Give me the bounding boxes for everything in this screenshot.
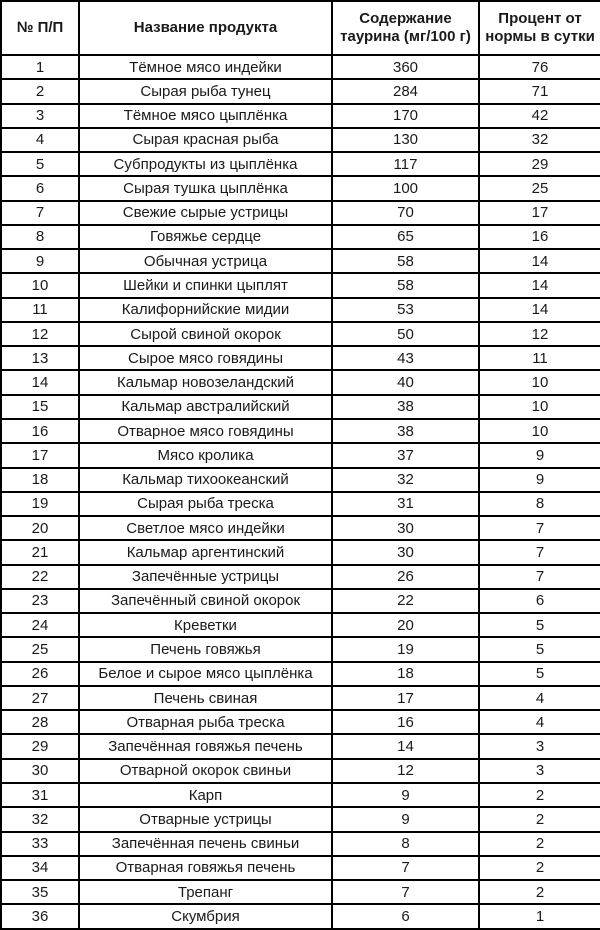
table-cell-number: 5 — [1, 152, 79, 176]
table-cell-percent: 9 — [479, 443, 600, 467]
table-cell-product: Сырая тушка цыплёнка — [79, 176, 332, 200]
table-cell-product: Запечённый свиной окорок — [79, 589, 332, 613]
table-cell-number: 1 — [1, 55, 79, 79]
table-cell-product: Тёмное мясо индейки — [79, 55, 332, 79]
table-row — [1, 540, 600, 564]
table-cell-taurine: 22 — [332, 589, 479, 613]
table-cell-product: Говяжье сердце — [79, 225, 332, 249]
table-cell-taurine: 70 — [332, 201, 479, 225]
table-cell-taurine: 17 — [332, 686, 479, 710]
table-row — [1, 346, 600, 370]
table-cell-taurine: 30 — [332, 540, 479, 564]
table-row — [1, 662, 600, 686]
table-cell-percent: 2 — [479, 807, 600, 831]
table-cell-percent: 42 — [479, 104, 600, 128]
table-cell-number: 22 — [1, 565, 79, 589]
table-cell-number: 20 — [1, 516, 79, 540]
table-cell-taurine: 50 — [332, 322, 479, 346]
table-row — [1, 565, 600, 589]
table-cell-taurine: 9 — [332, 783, 479, 807]
table-cell-product: Кальмар новозеландский — [79, 370, 332, 394]
table-cell-number: 16 — [1, 419, 79, 443]
table-cell-product: Сырое мясо говядины — [79, 346, 332, 370]
table-row — [1, 807, 600, 831]
table-cell-taurine: 7 — [332, 880, 479, 904]
table-cell-number: 23 — [1, 589, 79, 613]
table-cell-taurine: 360 — [332, 55, 479, 79]
table-cell-percent: 29 — [479, 152, 600, 176]
table-cell-taurine: 16 — [332, 710, 479, 734]
table-cell-percent: 6 — [479, 589, 600, 613]
table-cell-product: Сырая рыба тунец — [79, 79, 332, 103]
table-row — [1, 832, 600, 856]
table-cell-product: Свежие сырые устрицы — [79, 201, 332, 225]
table-cell-percent: 5 — [479, 637, 600, 661]
table-cell-number: 3 — [1, 104, 79, 128]
table-cell-taurine: 65 — [332, 225, 479, 249]
table-cell-percent: 17 — [479, 201, 600, 225]
table-cell-percent: 11 — [479, 346, 600, 370]
table-cell-product: Светлое мясо индейки — [79, 516, 332, 540]
table-cell-taurine: 6 — [332, 904, 479, 929]
table-row — [1, 468, 600, 492]
table-cell-taurine: 43 — [332, 346, 479, 370]
table-row — [1, 55, 600, 79]
header-row — [1, 1, 600, 55]
column-header-number: № П/П — [1, 1, 79, 55]
table-row — [1, 589, 600, 613]
table-cell-percent: 5 — [479, 662, 600, 686]
table-cell-taurine: 58 — [332, 273, 479, 297]
table-cell-percent: 9 — [479, 468, 600, 492]
table-cell-product: Запечённая говяжья печень — [79, 734, 332, 758]
table-cell-percent: 3 — [479, 734, 600, 758]
table-cell-product: Тёмное мясо цыплёнка — [79, 104, 332, 128]
table-cell-product: Сырой свиной окорок — [79, 322, 332, 346]
table-row — [1, 370, 600, 394]
table-cell-number: 17 — [1, 443, 79, 467]
table-cell-taurine: 20 — [332, 613, 479, 637]
table-cell-taurine: 100 — [332, 176, 479, 200]
table-row — [1, 273, 600, 297]
table-row — [1, 152, 600, 176]
table-cell-taurine: 58 — [332, 249, 479, 273]
table-cell-number: 30 — [1, 759, 79, 783]
table-cell-percent: 2 — [479, 880, 600, 904]
table-cell-taurine: 31 — [332, 492, 479, 516]
table-cell-taurine: 32 — [332, 468, 479, 492]
table-cell-product: Печень свиная — [79, 686, 332, 710]
table-row — [1, 128, 600, 152]
table-cell-number: 10 — [1, 273, 79, 297]
table-header — [1, 1, 600, 55]
table-cell-product: Скумбрия — [79, 904, 332, 929]
table-row — [1, 856, 600, 880]
table-row — [1, 904, 600, 929]
table-row — [1, 201, 600, 225]
table-cell-percent: 71 — [479, 79, 600, 103]
table-cell-number: 12 — [1, 322, 79, 346]
table-row — [1, 249, 600, 273]
table-cell-percent: 7 — [479, 565, 600, 589]
table-row — [1, 710, 600, 734]
table-cell-percent: 12 — [479, 322, 600, 346]
table-cell-taurine: 170 — [332, 104, 479, 128]
table-cell-percent: 32 — [479, 128, 600, 152]
table-cell-percent: 16 — [479, 225, 600, 249]
table-cell-number: 15 — [1, 395, 79, 419]
table-cell-taurine: 12 — [332, 759, 479, 783]
table-cell-percent: 25 — [479, 176, 600, 200]
table-cell-taurine: 30 — [332, 516, 479, 540]
table-cell-product: Креветки — [79, 613, 332, 637]
table-cell-product: Калифорнийские мидии — [79, 298, 332, 322]
table-cell-number: 31 — [1, 783, 79, 807]
table-row — [1, 322, 600, 346]
table-cell-taurine: 130 — [332, 128, 479, 152]
table-row — [1, 734, 600, 758]
table-cell-number: 9 — [1, 249, 79, 273]
table-cell-product: Шейки и спинки цыплят — [79, 273, 332, 297]
table-cell-product: Отварная рыба треска — [79, 710, 332, 734]
table-cell-number: 4 — [1, 128, 79, 152]
table-cell-number: 34 — [1, 856, 79, 880]
table-cell-taurine: 7 — [332, 856, 479, 880]
table-cell-taurine: 284 — [332, 79, 479, 103]
table-row — [1, 492, 600, 516]
table-cell-product: Белое и сырое мясо цыплёнка — [79, 662, 332, 686]
table-cell-number: 18 — [1, 468, 79, 492]
table-row — [1, 783, 600, 807]
column-header-product: Название продукта — [79, 1, 332, 55]
table-cell-product: Кальмар тихоокеанский — [79, 468, 332, 492]
table-cell-taurine: 19 — [332, 637, 479, 661]
table-cell-percent: 8 — [479, 492, 600, 516]
table-cell-number: 11 — [1, 298, 79, 322]
table-cell-number: 14 — [1, 370, 79, 394]
table-row — [1, 880, 600, 904]
table-cell-product: Мясо кролика — [79, 443, 332, 467]
column-header-taurine: Содержание таурина (мг/100 г) — [332, 1, 479, 55]
table-row — [1, 298, 600, 322]
table-cell-number: 26 — [1, 662, 79, 686]
table-cell-percent: 14 — [479, 249, 600, 273]
table-cell-percent: 5 — [479, 613, 600, 637]
table-cell-percent: 2 — [479, 783, 600, 807]
table-cell-number: 32 — [1, 807, 79, 831]
table-cell-number: 21 — [1, 540, 79, 564]
table-cell-percent: 10 — [479, 419, 600, 443]
table-cell-number: 28 — [1, 710, 79, 734]
table-cell-percent: 14 — [479, 273, 600, 297]
table-cell-percent: 14 — [479, 298, 600, 322]
table-cell-product: Отварная говяжья печень — [79, 856, 332, 880]
table-cell-taurine: 38 — [332, 419, 479, 443]
table-cell-taurine: 38 — [332, 395, 479, 419]
table-row — [1, 637, 600, 661]
table-cell-percent: 3 — [479, 759, 600, 783]
table-cell-taurine: 53 — [332, 298, 479, 322]
table-cell-number: 19 — [1, 492, 79, 516]
table-cell-product: Кальмар австралийский — [79, 395, 332, 419]
table-cell-number: 27 — [1, 686, 79, 710]
table-cell-taurine: 8 — [332, 832, 479, 856]
table-cell-product: Кальмар аргентинский — [79, 540, 332, 564]
table-cell-percent: 7 — [479, 516, 600, 540]
table-row — [1, 176, 600, 200]
table-cell-product: Субпродукты из цыплёнка — [79, 152, 332, 176]
table-cell-number: 35 — [1, 880, 79, 904]
table-cell-percent: 7 — [479, 540, 600, 564]
table-cell-taurine: 40 — [332, 370, 479, 394]
table-row — [1, 419, 600, 443]
table-cell-percent: 4 — [479, 710, 600, 734]
table-row — [1, 613, 600, 637]
table-cell-number: 33 — [1, 832, 79, 856]
table-cell-product: Отварные устрицы — [79, 807, 332, 831]
table-cell-product: Запечённая печень свиньи — [79, 832, 332, 856]
table-row — [1, 443, 600, 467]
table-cell-taurine: 26 — [332, 565, 479, 589]
table-cell-percent: 10 — [479, 370, 600, 394]
table-row — [1, 104, 600, 128]
table-cell-number: 8 — [1, 225, 79, 249]
table-body — [1, 55, 600, 929]
table-cell-product: Отварной окорок свиньи — [79, 759, 332, 783]
table-cell-percent: 2 — [479, 832, 600, 856]
table-cell-number: 2 — [1, 79, 79, 103]
table-cell-taurine: 9 — [332, 807, 479, 831]
table-cell-product: Отварное мясо говядины — [79, 419, 332, 443]
table-cell-number: 29 — [1, 734, 79, 758]
table-cell-product: Обычная устрица — [79, 249, 332, 273]
table-row — [1, 686, 600, 710]
table-cell-percent: 10 — [479, 395, 600, 419]
table-cell-number: 25 — [1, 637, 79, 661]
table-cell-product: Трепанг — [79, 880, 332, 904]
table-cell-taurine: 117 — [332, 152, 479, 176]
table-cell-product: Карп — [79, 783, 332, 807]
table-cell-percent: 2 — [479, 856, 600, 880]
column-header-percent: Процент от нормы в сутки — [479, 1, 600, 55]
table-cell-number: 36 — [1, 904, 79, 929]
table-cell-product: Сырая рыба треска — [79, 492, 332, 516]
table-row — [1, 395, 600, 419]
table-cell-product: Сырая красная рыба — [79, 128, 332, 152]
table-cell-product: Печень говяжья — [79, 637, 332, 661]
table-row — [1, 225, 600, 249]
table-cell-number: 7 — [1, 201, 79, 225]
table-cell-product: Запечённые устрицы — [79, 565, 332, 589]
table-row — [1, 759, 600, 783]
table-cell-taurine: 14 — [332, 734, 479, 758]
table-cell-taurine: 18 — [332, 662, 479, 686]
table-cell-percent: 1 — [479, 904, 600, 929]
table-cell-number: 6 — [1, 176, 79, 200]
table-cell-percent: 76 — [479, 55, 600, 79]
table-cell-number: 24 — [1, 613, 79, 637]
table-cell-taurine: 37 — [332, 443, 479, 467]
table-cell-number: 13 — [1, 346, 79, 370]
table-row — [1, 516, 600, 540]
table-cell-percent: 4 — [479, 686, 600, 710]
table-row — [1, 79, 600, 103]
